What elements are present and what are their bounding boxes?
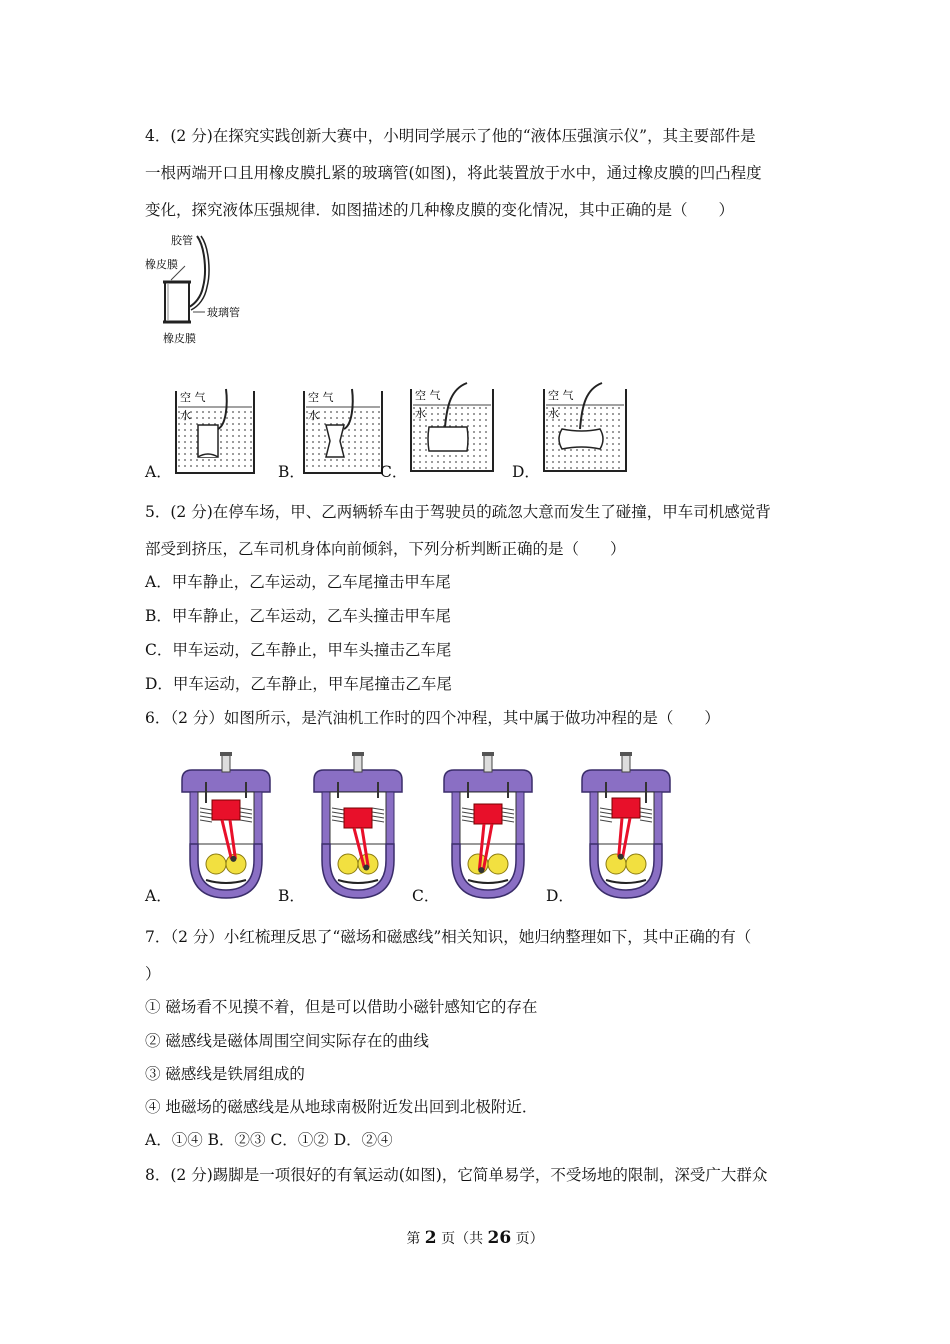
q5-option-b: B．甲车静止，乙车运动，乙车头撞击甲车尾 <box>145 607 451 625</box>
spark-plug <box>484 754 492 772</box>
label-glass-tube: 玻璃管 <box>207 306 240 319</box>
piston <box>344 808 372 828</box>
cylinder-head <box>582 770 670 792</box>
q4-option-d: D． <box>512 463 540 481</box>
cylinder-head <box>314 770 402 792</box>
flywheel-right <box>488 854 508 874</box>
q4-beaker-b <box>298 385 388 477</box>
label-film-bottom: 橡皮膜 <box>163 332 196 345</box>
q6-option-c: C． <box>412 887 440 905</box>
flywheel-left <box>338 854 358 874</box>
q4-line-3: 变化，探究液体压强规律．如图描述的几种橡皮膜的变化情况，其中正确的是（ ） <box>145 201 735 219</box>
crankcase <box>322 844 394 898</box>
svg-text:空 气: 空 气 <box>308 391 334 404</box>
q4-option-b: B． <box>278 463 305 481</box>
cylinder-wall-left <box>322 792 330 844</box>
svg-text:空 气: 空 气 <box>180 391 206 404</box>
rotation-arrow <box>468 880 508 883</box>
svg-text:水: 水 <box>548 407 559 420</box>
svg-text:水: 水 <box>180 409 191 422</box>
rotation-arrow <box>606 880 646 883</box>
q7-item-3: ③ 磁感线是铁屑组成的 <box>145 1065 305 1083</box>
piston <box>612 798 640 818</box>
q5-option-a: A．甲车静止，乙车运动，乙车尾撞击甲车尾 <box>145 573 451 591</box>
q5-option-d: D．甲车运动，乙车静止，甲车尾撞击乙车尾 <box>145 675 452 693</box>
svg-text:空 气: 空 气 <box>548 389 574 402</box>
page-number: 2 <box>424 1228 437 1248</box>
q7-item-1: ① 磁场看不见摸不着，但是可以借助小磁针感知它的存在 <box>145 998 538 1016</box>
spark-plug-cap <box>352 752 364 756</box>
svg-text:水: 水 <box>308 409 319 422</box>
q6-engine-a <box>176 752 276 902</box>
q4-beaker-a <box>170 385 260 477</box>
cylinder-wall-left <box>190 792 198 844</box>
crank-pin <box>618 854 624 860</box>
label-tube: 胶管 <box>171 234 193 247</box>
q5-option-c: C．甲车运动，乙车静止，甲车头撞击乙车尾 <box>145 641 452 659</box>
label-film-top: 橡皮膜 <box>145 258 178 271</box>
q6-engine-c <box>438 752 538 902</box>
piston <box>474 804 502 824</box>
q5-line-2: 部受到挤压，乙车司机身体向前倾斜，下列分析判断正确的是（ ） <box>145 540 626 558</box>
cylinder-wall-left <box>452 792 460 844</box>
q6-engine-b <box>308 752 408 902</box>
crankcase <box>190 844 262 898</box>
cylinder-head <box>444 770 532 792</box>
q7-answer-options: A．①④ B．②③ C．①② D．②④ <box>145 1131 393 1149</box>
q4-option-c: C． <box>380 463 408 481</box>
rotation-arrow <box>206 880 246 883</box>
page-footer: 第 2 页（共 26 页） <box>406 1228 544 1248</box>
spark-plug <box>354 754 362 772</box>
q4-option-a: A． <box>145 463 172 481</box>
crank-pin <box>230 856 236 862</box>
q7-item-4: ④ 地磁场的磁感线是从地球南极附近发出回到北极附近． <box>145 1098 538 1116</box>
cylinder-wall-right <box>386 792 394 844</box>
spark-plug <box>622 754 630 772</box>
q7-line-1: 7．（2 分）小红梳理反思了“磁场和磁感线”相关知识，她归纳整理如下，其中正确的有（ <box>145 928 752 946</box>
q4-beaker-d <box>538 375 633 475</box>
q4-device-figure <box>145 232 265 352</box>
crankcase <box>590 844 662 898</box>
spark-plug <box>222 754 230 772</box>
flywheel-left <box>206 854 226 874</box>
rotation-arrow <box>338 880 378 883</box>
q4-line-2: 一根两端开口且用橡皮膜扎紧的玻璃管(如图)，将此装置放于水中，通过橡皮膜的凹凸程度 <box>145 164 762 182</box>
q4-beaker-c <box>405 375 500 475</box>
spark-plug-cap <box>482 752 494 756</box>
q4-line-1: 4．(2 分)在探究实践创新大赛中，小明同学展示了他的“液体压强演示仪”，其主要部件是 <box>145 127 756 145</box>
page-total: 26 <box>487 1228 512 1248</box>
crank-pin <box>478 867 484 873</box>
cylinder-wall-right <box>654 792 662 844</box>
spark-plug-cap <box>220 752 232 756</box>
spark-plug-cap <box>620 752 632 756</box>
q5-line-1: 5．(2 分)在停车场，甲、乙两辆轿车由于驾驶员的疏忽大意而发生了碰撞，甲车司机感觉背 <box>145 503 771 521</box>
q6-option-b: B． <box>278 887 305 905</box>
cylinder-wall-right <box>254 792 262 844</box>
q7-line-2: ） <box>145 965 161 983</box>
piston <box>212 800 240 820</box>
q6-engine-d <box>576 752 676 902</box>
svg-text:水: 水 <box>415 407 426 420</box>
flywheel-right <box>626 854 646 874</box>
q6-line: 6．（2 分）如图所示，是汽油机工作时的四个冲程，其中属于做功冲程的是（ ） <box>145 709 720 727</box>
svg-text:空 气: 空 气 <box>415 389 441 402</box>
cylinder-wall-left <box>590 792 598 844</box>
q6-option-a: A． <box>145 887 172 905</box>
q6-option-d: D． <box>546 887 574 905</box>
q7-item-2: ② 磁感线是磁体周围空间实际存在的曲线 <box>145 1032 429 1050</box>
cylinder-head <box>182 770 270 792</box>
cylinder-wall-right <box>516 792 524 844</box>
q8-line-1: 8．(2 分)踢脚是一项很好的有氧运动(如图)，它简单易学，不受场地的限制，深受广大群众 <box>145 1166 768 1184</box>
crank-pin <box>363 865 369 871</box>
